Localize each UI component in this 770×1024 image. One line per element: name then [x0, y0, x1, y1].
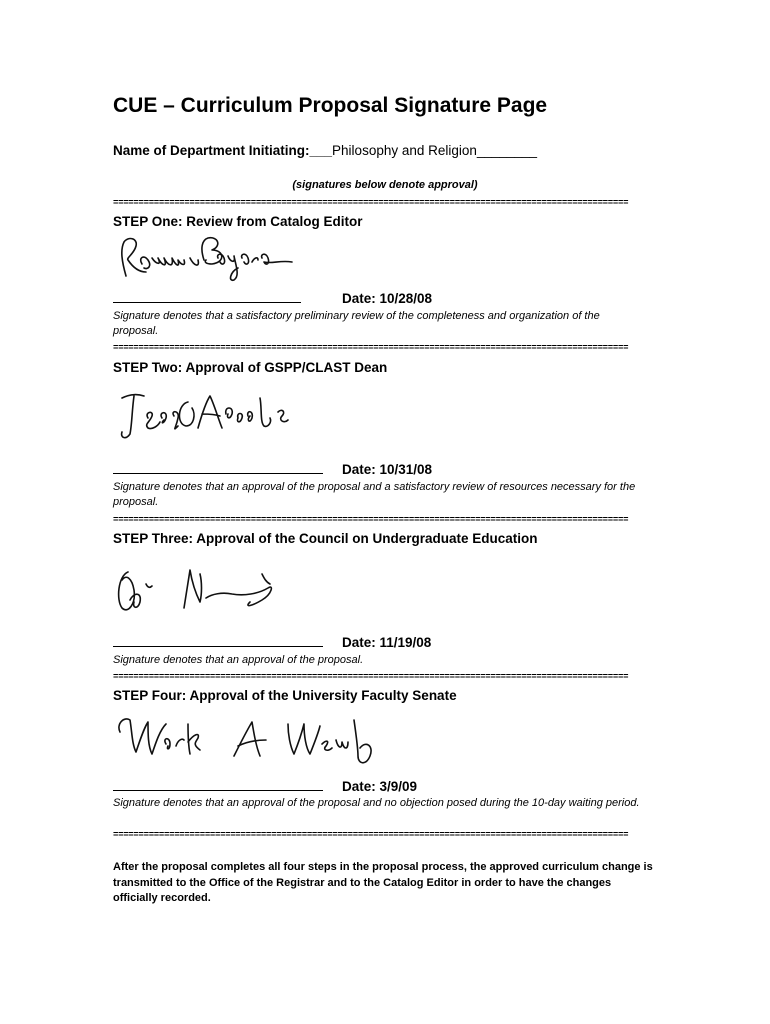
separator-step-two: ===================================================================================================== [113, 515, 629, 525]
approval-note: (signatures below denote approval) [292, 179, 478, 191]
step-three-heading: STEP Three: Approval of the Council on Undergraduate Education [113, 531, 538, 546]
step-two-heading: STEP Two: Approval of GSPP/CLAST Dean [113, 360, 388, 375]
description-step-two: Signature denotes that an approval of the proposal and a satisfactory review of resources necessary for the proposal. [113, 481, 636, 508]
signature-line-step-four [113, 790, 323, 791]
department-value: Philosophy and Religion [332, 143, 477, 158]
date-step-three: Date: 11/19/08 [342, 635, 432, 650]
signature-step-four [114, 710, 384, 776]
page-title: CUE – Curriculum Proposal Signature Page [113, 94, 548, 117]
date-step-two: Date: 10/31/08 [342, 462, 433, 477]
closing-paragraph: After the proposal completes all four steps in the proposal process, the approved curriculum change is transmitted to the Office of the Registrar and to the Catalog Editor in order to have the changes officially recorded. [113, 861, 653, 904]
department-label: Name of Department Initiating:___ [113, 143, 333, 158]
description-step-three: Signature denotes that an approval of the proposal. [113, 654, 364, 666]
department-line [113, 143, 537, 158]
signature-step-two [118, 388, 308, 448]
date-step-one: Date: 10/28/08 [342, 291, 433, 306]
signature-step-three [112, 560, 292, 620]
signature-line-step-one [113, 302, 301, 303]
signature-line-step-three [113, 646, 323, 647]
description-step-four: Signature denotes that an approval of the proposal and no objection posed during the 10-day waiting period. [113, 797, 640, 809]
separator-step-one: ===================================================================================================== [113, 343, 629, 353]
date-step-four: Date: 3/9/09 [342, 779, 418, 794]
signature-step-one [112, 232, 302, 290]
separator-step-three: ===================================================================================================== [113, 672, 629, 682]
step-four-heading: STEP Four: Approval of the University Faculty Senate [113, 688, 457, 703]
department-trailing-line: ________ [476, 143, 537, 158]
description-step-one: Signature denotes that a satisfactory preliminary review of the completeness and organization of the proposal. [113, 310, 600, 337]
separator-step-four: ===================================================================================================== [113, 830, 629, 840]
step-one-heading: STEP One: Review from Catalog Editor [113, 214, 363, 229]
signature-line-step-two [113, 473, 323, 474]
separator-top: ===================================================================================================== [113, 198, 629, 208]
